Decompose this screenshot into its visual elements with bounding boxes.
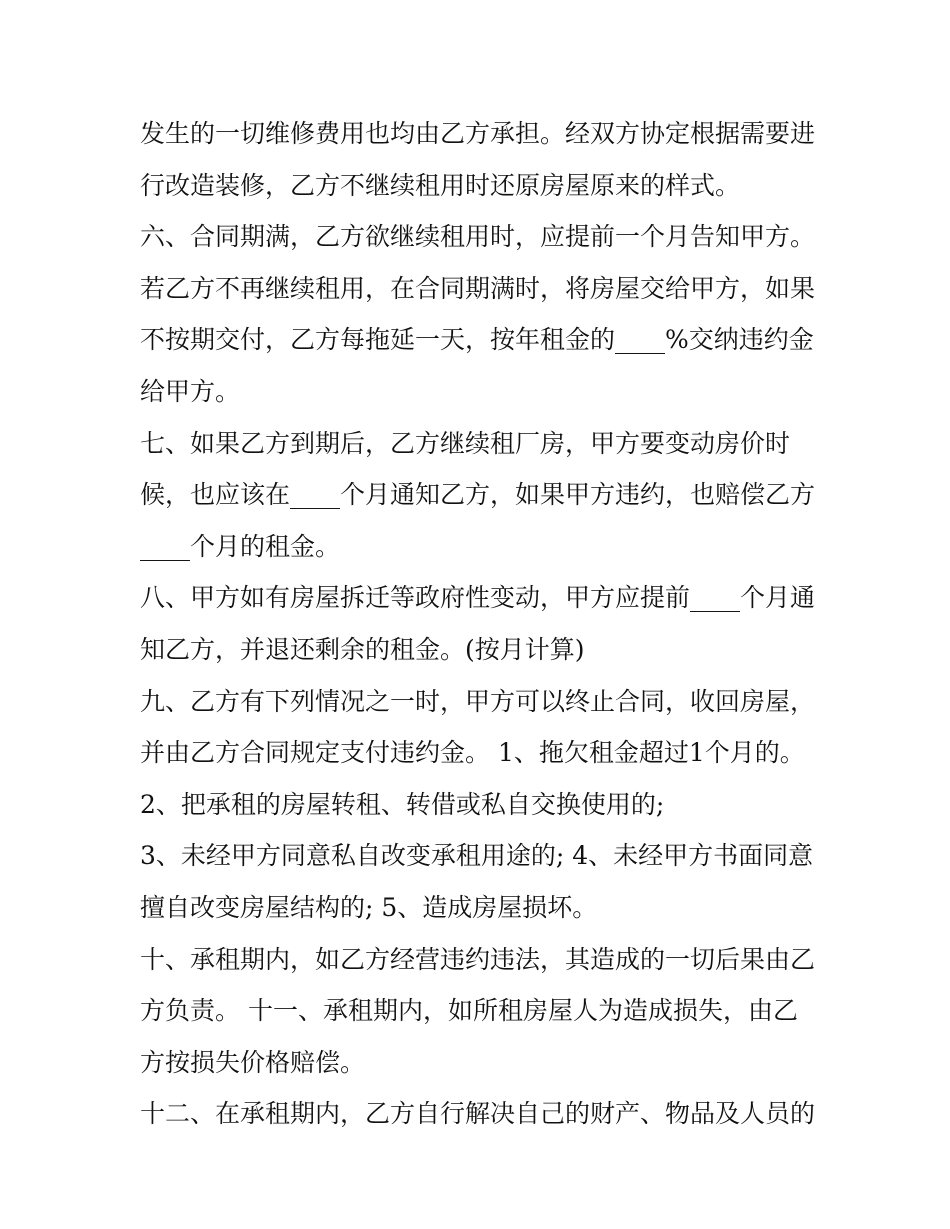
text-line: 发生的一切维修费用也均由乙方承担。经双方协定根据需要进 (140, 119, 816, 148)
text-line: 3、未经甲方同意私自改变承租用途的; 4、未经甲方书面同意 (140, 841, 814, 871)
text-line: 八、甲方如有房屋拆迁等政府性变动，甲方应提前____个月通 (140, 583, 816, 613)
contract-text-body (140, 108, 820, 1140)
text-line: 方负责。 十一、承租期内，如所租房屋人为造成损失，由乙 (140, 996, 798, 1026)
text-line: 六、合同期满，乙方欲继续租用时，应提前一个月告知甲方。 (140, 222, 816, 252)
text-line: 知乙方，并退还剩余的租金。(按月计算) (140, 634, 585, 664)
text-line: 擅自改变房屋结构的; 5、造成房屋损坏。 (140, 892, 598, 922)
text-line: 不按期交付，乙方每拖延一天，按年租金的____%交纳违约金 (140, 325, 814, 355)
text-line: 行改造装修，乙方不继续租用时还原房屋原来的样式。 (140, 170, 741, 200)
text-line: 候，也应该在____个月通知乙方，如果甲方违约，也赔偿乙方 (140, 480, 816, 510)
text-line: 十二、在承租期内，乙方自行解决自己的财产、物品及人员的 (140, 1099, 816, 1129)
text-line: 给甲方。 (140, 376, 241, 406)
text-line: 十、承租期内，如乙方经营违约违法，其造成的一切后果由乙 (140, 944, 816, 974)
text-line: 九、乙方有下列情况之一时，甲方可以终止合同，收回房屋， (140, 686, 816, 716)
text-line: 方按损失价格赔偿。 (140, 1047, 366, 1077)
text-line: 2、把承租的房屋转租、转借或私自交换使用的; (140, 789, 665, 819)
text-line: 若乙方不再继续租用，在合同期满时，将房屋交给甲方，如果 (140, 273, 816, 303)
text-line: ____个月的租金。 (140, 531, 341, 561)
text-line: 并由乙方合同规定支付违约金。 1、拖欠租金超过1个月的。 (140, 738, 805, 768)
text-line: 七、如果乙方到期后，乙方继续租厂房，甲方要变动房价时 (140, 428, 791, 458)
